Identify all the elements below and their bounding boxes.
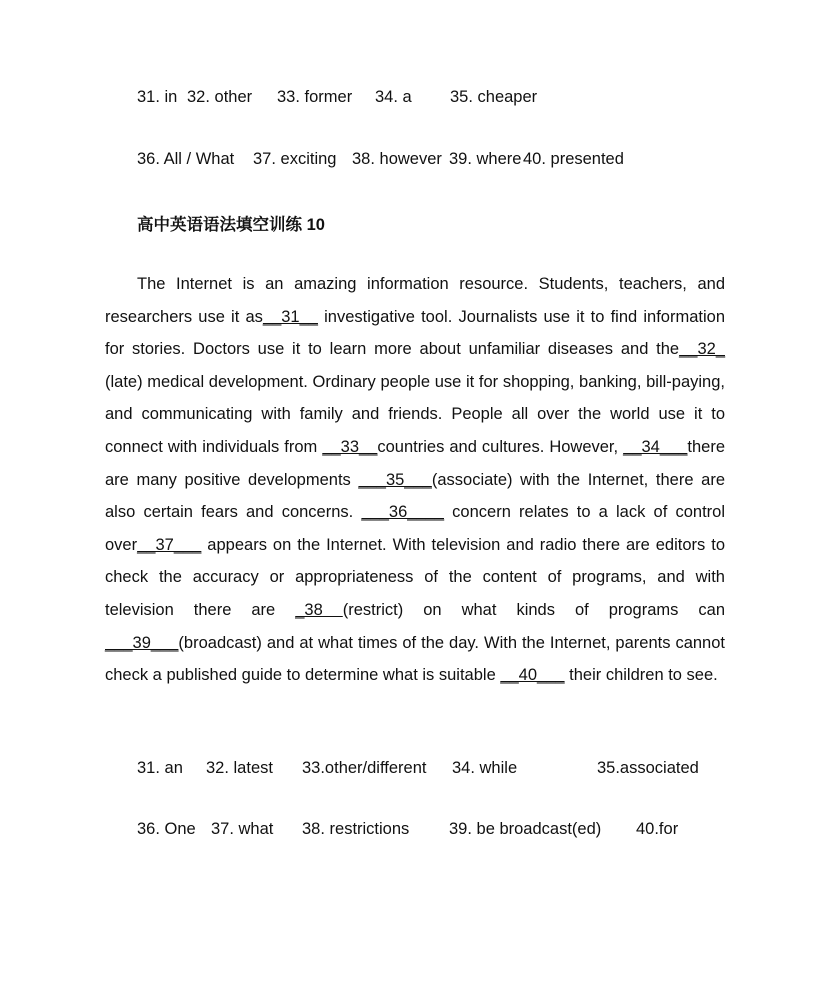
answer-item: 33. former (277, 88, 353, 106)
answer-item: 38. however (352, 150, 442, 168)
section-title: 高中英语语法填空训练 10 (137, 216, 325, 234)
answer-item: 40.for (636, 820, 679, 838)
blank-33: __33__ (322, 437, 378, 456)
passage-text: investigative tool. Journalists use it to find information for stories. Doctors use it to learn more about unfamiliar diseases and the (105, 307, 725, 359)
answer-item: 34. while (452, 759, 518, 777)
blank-39: ___39___ (105, 633, 179, 652)
blank-35: ___35___ (358, 470, 432, 489)
answer-item: 39. be broadcast(ed) (449, 820, 602, 838)
passage-text: appears on the Internet. With television and radio there are editors to check the accuracy or appropriateness of the content of programs, and with television there are (105, 535, 725, 619)
passage-text: concern relates to a lack of control over (105, 503, 725, 554)
answer-item: 33.other/different (302, 759, 427, 777)
passage-text: (late) medical development. Ordinary people use it for shopping, banking, bill-paying, and communicating with family and friends. People all over the world use it to connect with individuals from (105, 372, 725, 456)
passage-text: there are many positive developments (105, 437, 725, 489)
blank-38: _38 (295, 600, 343, 619)
blank-40: __40___ (500, 666, 565, 685)
blank-36: ___36____ (361, 503, 444, 522)
answer-item: 36. One (137, 820, 196, 838)
passage-text: (associate) with the Internet, there are also certain fears and concerns. (105, 470, 725, 522)
answer-item: 35. cheaper (450, 88, 538, 106)
answer-item: 32. other (187, 88, 253, 106)
answer-item: 35.associated (597, 759, 699, 777)
answer-item: 34. a (375, 88, 412, 106)
passage-text: (broadcast) and at what times of the day. With the Internet, parents cannot check a published guide to determine what is suitable (105, 633, 725, 685)
blank-34: __34___ (623, 437, 688, 456)
answer-item: 37. what (211, 820, 274, 838)
answer-item: 40. presented (523, 150, 624, 168)
blank-37: __37___ (137, 535, 202, 554)
answer-item: 38. restrictions (302, 820, 410, 838)
passage-text: countries and cultures. However, (377, 437, 624, 456)
blank-31: __31__ (262, 307, 318, 326)
answer-item: 39. where (449, 150, 522, 168)
passage-text: The Internet is an amazing information resource. Students, teachers, and researchers use it as (105, 275, 725, 326)
passage (105, 268, 725, 692)
passage-text: their children to see. (564, 666, 718, 685)
answers-row-2 (137, 820, 679, 953)
passage-text: (restrict) on what kinds of programs can (342, 600, 725, 619)
answer-item: 32. latest (206, 759, 273, 777)
answer-item: 31. an (137, 759, 183, 777)
answer-item: 31. in (137, 88, 178, 106)
answer-item: 36. All / What (137, 150, 235, 168)
answer-item: 37. exciting (253, 150, 337, 168)
blank-32: __32_ (679, 340, 725, 359)
